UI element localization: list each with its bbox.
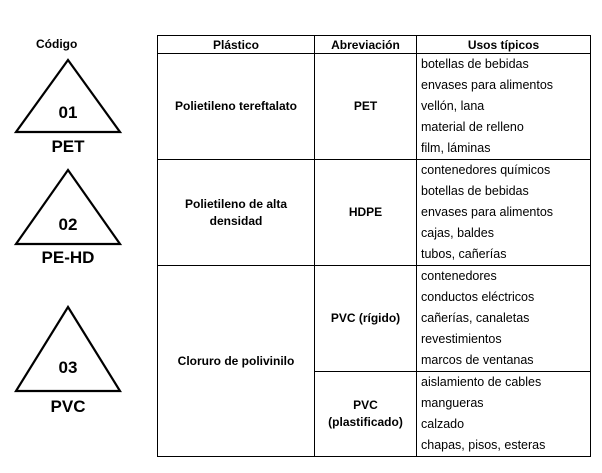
typical-uses: [417, 54, 591, 160]
use-item: revestimientos: [421, 332, 502, 346]
use-item: cajas, baldes: [421, 226, 494, 240]
plastic-name: Polietileno tereftalato: [158, 54, 315, 160]
use-item: marcos de ventanas: [421, 353, 534, 367]
plastic-name: Polietileno de alta densidad: [158, 160, 315, 266]
plastic-abbreviation: PVC (plastificado): [315, 372, 417, 457]
use-item: calzado: [421, 417, 465, 431]
typical-uses: [417, 266, 591, 372]
column-header-plastic: Plástico: [158, 36, 315, 54]
typical-uses: [417, 372, 591, 457]
table-row: [158, 266, 591, 372]
use-item: aislamiento de cables: [421, 375, 542, 389]
use-item: contenedores químicos: [421, 163, 551, 177]
plastic-abbreviation: PVC (rígido): [315, 266, 417, 372]
use-item: material de relleno: [421, 120, 524, 134]
use-item: botellas de bebidas: [421, 184, 529, 198]
plastic-abbreviation: PET: [315, 54, 417, 160]
use-item: chapas, pisos, esteras: [421, 438, 546, 452]
code-abbreviation: PVC: [50, 397, 86, 416]
use-item: envases para alimentos: [421, 78, 554, 92]
recycling-code-pvc: [12, 305, 124, 416]
plastic-name: Cloruro de polivinilo: [158, 266, 315, 457]
table-row: [158, 160, 591, 266]
use-item: botellas de bebidas: [421, 57, 529, 71]
code-abbreviation: PET: [51, 137, 85, 156]
column-header-abbreviation: Abreviación: [315, 36, 417, 54]
typical-uses: [417, 160, 591, 266]
use-item: mangueras: [421, 396, 484, 410]
table-row: [158, 54, 591, 160]
recycling-code-pet: [12, 58, 124, 156]
use-item: cañerías, canaletas: [421, 311, 530, 325]
plastics-table: [157, 35, 591, 457]
code-abbreviation: PE-HD: [41, 248, 95, 267]
use-item: film, láminas: [421, 141, 491, 155]
use-item: vellón, lana: [421, 99, 485, 113]
recycling-code-pe-hd: [12, 168, 124, 267]
plastic-abbreviation: HDPE: [315, 160, 417, 266]
use-item: tubos, cañerías: [421, 247, 507, 261]
code-number: 03: [58, 358, 78, 377]
use-item: conductos eléctricos: [421, 290, 535, 304]
table-header-row: [158, 36, 591, 54]
codigo-header: Código: [36, 37, 78, 51]
code-number: 01: [58, 103, 78, 122]
code-number: 02: [58, 215, 78, 234]
column-header-uses: Usos típicos: [417, 36, 591, 54]
use-item: envases para alimentos: [421, 205, 554, 219]
triangle-icon: [12, 305, 124, 393]
use-item: contenedores: [421, 269, 497, 283]
